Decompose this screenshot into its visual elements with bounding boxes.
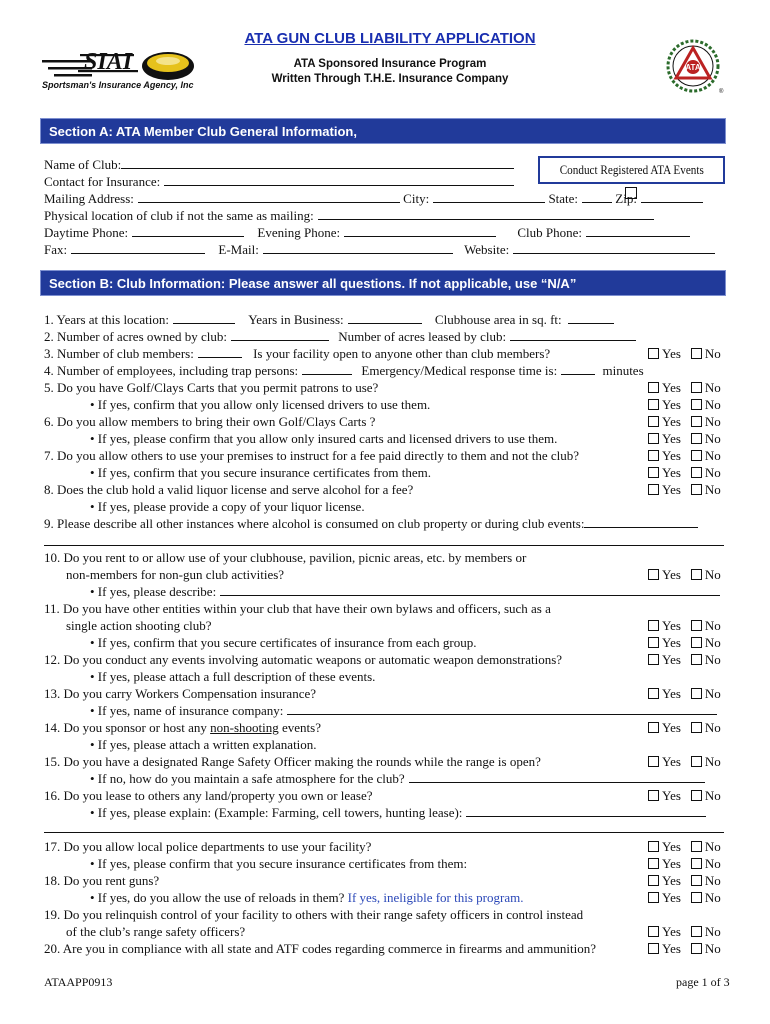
fax-label: Fax: [44,242,68,257]
q5a-no-checkbox[interactable] [691,399,702,410]
physical-location-field[interactable] [318,208,654,220]
q2-label: 2. Number of acres owned by club: [44,329,228,344]
q16a-label: • If yes, please explain: (Example: Farming, cell towers, hunting lease): [90,805,463,820]
question-10: 10. Do you rent to or allow use of your clubhouse, pavilion, picnic areas, etc. by members or [44,550,527,565]
question-17: 17. Do you allow local police departments to use your facility? [44,839,372,854]
q9-label: 9. Please describe all other instances where alcohol is consumed on club property or during club events: [44,516,585,531]
physical-location-label: Physical location of club if not the same as mailing: [44,208,314,223]
q13-yes-checkbox[interactable] [648,688,659,699]
years-location-field[interactable] [173,312,235,324]
city-field[interactable] [433,191,545,203]
evening-phone-label: Evening Phone: [257,225,341,240]
form-header [240,30,540,87]
ata-logo-text: ATA [685,63,701,72]
lease-explain-field[interactable] [466,805,706,817]
website-field[interactable] [513,242,715,254]
q16-yes-checkbox[interactable] [648,790,659,801]
q12-no-checkbox[interactable] [691,654,702,665]
q18a-no-checkbox[interactable] [691,892,702,903]
q6a-yes-checkbox[interactable] [648,433,659,444]
q10a-label: • If yes, please describe: [90,584,217,599]
question-20: 20. Are you in compliance with all state and ATF codes regarding commerce in firearms and ammunition? [44,941,596,956]
registered-events-label: Conduct Registered ATA Events [559,162,704,177]
q10-describe-field[interactable] [220,584,720,596]
registered-events-checkbox[interactable] [538,156,725,184]
q16-yes-no: Yes No [648,787,721,804]
club-phone-field[interactable] [586,225,690,237]
question-11a: • If yes, confirm that you secure certificates of insurance from each group. [90,635,477,650]
q7a-no-checkbox[interactable] [691,467,702,478]
q9-continuation-line[interactable] [44,545,724,546]
siai-logo-text: SIAI [84,49,133,75]
section-a-heading: Section A: ATA Member Club General Information, [40,118,726,144]
clubhouse-area-field[interactable] [568,312,614,324]
response-time-field[interactable] [561,363,595,375]
q1-years-business-label: Years in Business: [248,312,344,327]
years-business-field[interactable] [348,312,422,324]
q5-yes-no: Yes No [648,379,721,396]
q18a-yes-no: Yes No [648,889,721,906]
question-4 [44,362,644,379]
question-6: 6. Do you allow members to bring their own Golf/Clays Carts ? [44,414,376,429]
q10-yes-checkbox[interactable] [648,569,659,580]
question-15: 15. Do you have a designated Range Safety Officer making the rounds while the range is open? [44,754,541,769]
q17a-yes-no: Yes No [648,855,721,872]
name-of-club-field[interactable] [121,157,514,169]
question-17a: • If yes, please confirm that you secure insurance certificates from them: [90,856,468,871]
zip-field[interactable] [641,191,703,203]
employees-field[interactable] [302,363,352,375]
q17a-yes-checkbox[interactable] [648,858,659,869]
question-9 [44,515,698,532]
q15-no-checkbox[interactable] [691,756,702,767]
question-3 [44,345,550,362]
alcohol-instances-field[interactable] [584,516,698,528]
question-6a: • If yes, please confirm that you allow only insured carts and licensed drivers to use them. [90,431,558,446]
q7a-yes-no: Yes No [648,464,721,481]
q18-ineligible-note: If yes, ineligible for this program. [347,890,524,905]
q12-yes-no: Yes No [648,651,721,668]
q12-yes-checkbox[interactable] [648,654,659,665]
question-5: 5. Do you have Golf/Clays Carts that you permit patrons to use? [44,380,379,395]
contact-row [44,173,514,190]
state-field[interactable] [582,191,612,203]
q1-clubhouse-label: Clubhouse area in sq. ft: [434,312,562,327]
website-label: Website: [464,242,510,257]
mailing-label: Mailing Address: [44,191,134,206]
question-18a [90,889,523,906]
q15a-label: • If no, how do you maintain a safe atmosphere for the club? [90,771,405,786]
name-of-club-row [44,156,514,173]
q3-yes-no: Yes No [648,345,721,362]
question-12a: • If yes, please attach a full description of these events. [90,669,376,684]
email-label: E-Mail: [218,242,259,257]
question-7: 7. Do you allow others to use your premises to instruct for a fee paid directly to them and not the club? [44,448,580,463]
question-11: 11. Do you have other entities within your club that have their own bylaws and officers, such as a [44,601,551,616]
q3-label: 3. Number of club members: [44,346,194,361]
q18a-yes-checkbox[interactable] [648,892,659,903]
fax-row [44,241,715,258]
q20-yes-checkbox[interactable] [648,943,659,954]
q5-yes-checkbox[interactable] [648,382,659,393]
q16-continuation-line[interactable] [44,832,724,833]
q6a-no-checkbox[interactable] [691,433,702,444]
q18a-label: • If yes, do you allow the use of reloads in them? [90,890,345,905]
q6-yes-checkbox[interactable] [648,416,659,427]
q7a-yes-checkbox[interactable] [648,467,659,478]
q1-label: 1. Years at this location: [44,312,169,327]
q11-yes-checkbox[interactable] [648,620,659,631]
phone-row [44,224,690,241]
q6-yes-no: Yes No [648,413,721,430]
siai-logo-subtitle: Sportsman's Insurance Agency, Inc [42,80,194,90]
siai-logo [40,40,200,98]
q20-yes-no: Yes No [648,940,721,957]
question-1 [44,311,614,328]
q16-no-checkbox[interactable] [691,790,702,801]
workers-comp-company-field[interactable] [287,703,717,715]
question-8a: • If yes, please provide a copy of your liquor license. [90,499,365,514]
q13-yes-no: Yes No [648,685,721,702]
q14-yes-checkbox[interactable] [648,722,659,733]
q17-yes-no: Yes No [648,838,721,855]
q7-yes-checkbox[interactable] [648,450,659,461]
q14-label: 14. Do you sponsor or host any [44,720,207,735]
q7-no-checkbox[interactable] [691,450,702,461]
q11a-no-checkbox[interactable] [691,637,702,648]
q7-yes-no: Yes No [648,447,721,464]
question-12: 12. Do you conduct any events involving automatic weapons or automatic weapon demonstrations? [44,652,563,667]
q19-yes-checkbox[interactable] [648,926,659,937]
q17-yes-checkbox[interactable] [648,841,659,852]
q11-yes-no: Yes No [648,617,721,634]
q2-leased-label: Number of acres leased by club: [338,329,507,344]
question-8: 8. Does the club hold a valid liquor license and serve alcohol for a fee? [44,482,414,497]
q17a-no-checkbox[interactable] [691,858,702,869]
q8-yes-checkbox[interactable] [648,484,659,495]
contact-field[interactable] [164,174,514,186]
question-14 [44,719,321,736]
daytime-phone-field[interactable] [132,225,244,237]
q19-yes-no: Yes No [648,923,721,940]
club-members-field[interactable] [198,346,242,358]
acres-owned-field[interactable] [231,329,329,341]
q14-label-end: events? [281,720,321,735]
question-10b: non-members for non-gun club activities? [66,567,285,582]
q18-yes-checkbox[interactable] [648,875,659,886]
evening-phone-field[interactable] [344,225,496,237]
q3-yes-checkbox[interactable] [648,348,659,359]
q13-no-checkbox[interactable] [691,688,702,699]
city-label: City: [403,191,430,206]
page-number: page 1 of 3 [676,975,730,989]
ata-logo [666,38,724,100]
question-15a [90,770,705,787]
q14-no-checkbox[interactable] [691,722,702,733]
q18-no-checkbox[interactable] [691,875,702,886]
q6-no-checkbox[interactable] [691,416,702,427]
q10-no-checkbox[interactable] [691,569,702,580]
question-13: 13. Do you carry Workers Compensation insurance? [44,686,317,701]
fax-field[interactable] [71,242,205,254]
state-label: State: [548,191,579,206]
question-19: 19. Do you relinquish control of your facility to others with their range safety officers in control instead [44,907,584,922]
q3-no-checkbox[interactable] [691,348,702,359]
mailing-field[interactable] [138,191,400,203]
q6a-yes-no: Yes No [648,430,721,447]
mailing-row [44,190,703,207]
q4-label: 4. Number of employees, including trap persons: [44,363,299,378]
form-subtitle-1: ATA Sponsored Insurance Program [293,58,487,70]
email-field[interactable] [263,242,453,254]
daytime-phone-label: Daytime Phone: [44,225,129,240]
q10-yes-no: Yes No [648,566,721,583]
name-of-club-label: Name of Club: [44,157,122,172]
question-14a: • If yes, please attach a written explanation. [90,737,317,752]
q8-yes-no: Yes No [648,481,721,498]
section-b-heading: Section B: Club Information: Please answer all questions. If not applicable, use “N/A” [40,270,726,296]
q11-no-checkbox[interactable] [691,620,702,631]
q4-response-label: Emergency/Medical response time is: [361,363,558,378]
q8-no-checkbox[interactable] [691,484,702,495]
question-13a [90,702,717,719]
question-16: 16. Do you lease to others any land/property you own or lease? [44,788,373,803]
q13a-label: • If yes, name of insurance company: [90,703,284,718]
question-7a: • If yes, confirm that you secure insurance certificates from them. [90,465,431,480]
q5a-yes-checkbox[interactable] [648,399,659,410]
q14-yes-no: Yes No [648,719,721,736]
q19-no-checkbox[interactable] [691,926,702,937]
question-18: 18. Do you rent guns? [44,873,160,888]
q5a-yes-no: Yes No [648,396,721,413]
q11a-yes-no: Yes No [648,634,721,651]
club-phone-label: Club Phone: [517,225,582,240]
q11a-yes-checkbox[interactable] [648,637,659,648]
physical-location-row [44,207,654,224]
q4-minutes-label: minutes [602,363,644,378]
question-5a: • If yes, confirm that you allow only licensed drivers to use them. [90,397,431,412]
svg-text:®: ® [719,89,724,95]
question-10a [90,583,720,600]
q15-yes-checkbox[interactable] [648,756,659,767]
question-19b: of the club’s range safety officers? [66,924,246,939]
form-code: ATAAPP0913 [44,975,113,989]
acres-leased-field[interactable] [510,329,636,341]
zip-label: Zip: [615,191,637,206]
q20-no-checkbox[interactable] [691,943,702,954]
q17-no-checkbox[interactable] [691,841,702,852]
safe-atmosphere-field[interactable] [409,771,705,783]
question-16a [90,804,706,821]
form-title: ATA GUN CLUB LIABILITY APPLICATION [244,30,536,47]
question-11b: single action shooting club? [66,618,212,633]
q14-non-shooting: non-shooting [210,720,279,735]
form-subtitle-2: Written Through T.H.E. Insurance Company [271,73,509,85]
q15-yes-no: Yes No [648,753,721,770]
q3-open-label: Is your facility open to anyone other than club members? [253,346,551,361]
q5-no-checkbox[interactable] [691,382,702,393]
q18-yes-no: Yes No [648,872,721,889]
question-2 [44,328,636,345]
contact-label: Contact for Insurance: [44,174,161,189]
